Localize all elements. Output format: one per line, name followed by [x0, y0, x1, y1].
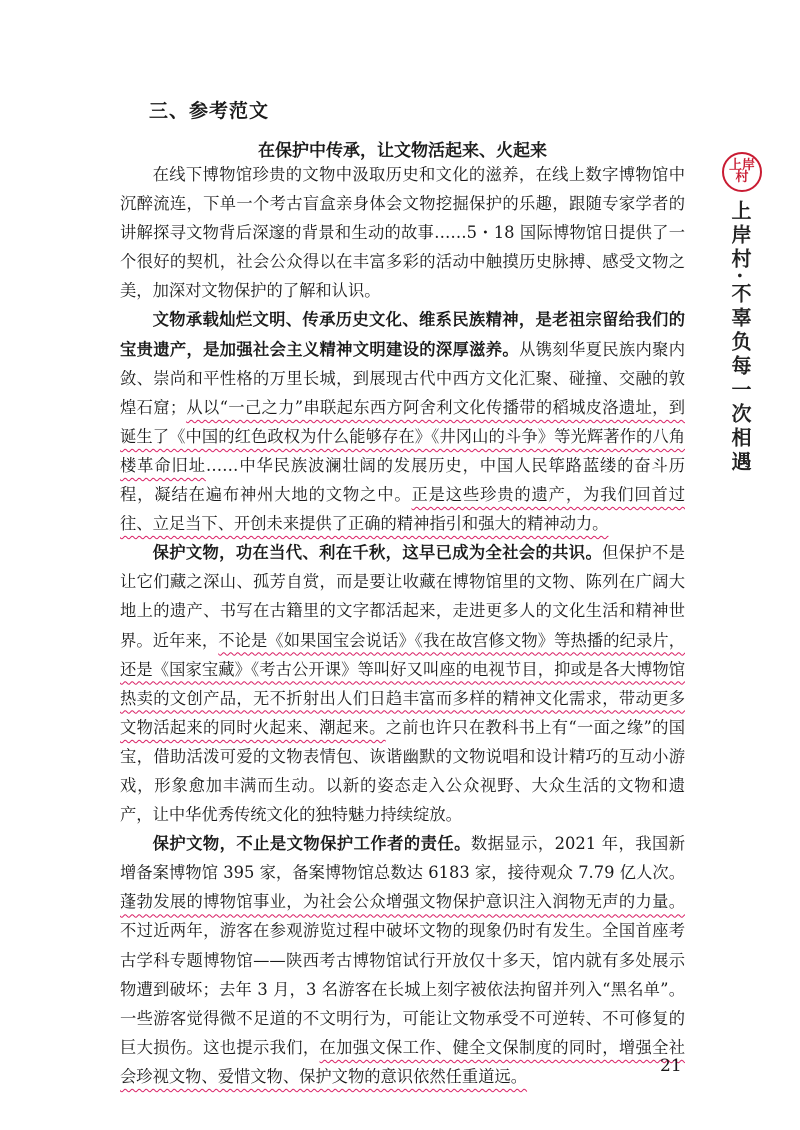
- paragraph-4: [120, 829, 685, 1091]
- brand-logo-text: 上岸村: [728, 158, 755, 185]
- paragraph-2: [120, 305, 685, 538]
- paragraph-4-text-a: 数据显示，2021 年，我国新增备案博物馆 395 家，备案博物馆总数达 6183 家，接待观众 7.79 亿人次。: [120, 834, 685, 883]
- article-title: 在保护中传承，让文物活起来、火起来: [258, 141, 547, 161]
- page-number: 21: [660, 1056, 682, 1076]
- paragraph-3-text-b: 之前也许只在教科书上有“一面之缘”的国宝，借助活泼可爱的文物表情包、诙谐幽默的文物说唱和设计精巧的互动小游戏，形象愈加丰满而生动。以新的姿态走入公众视野、大众生活的文物和遗产，让中华优秀传统文化的独特魅力持续绽放。: [120, 717, 685, 825]
- paragraph-3-topic-sentence: 保护文物，功在当代、利在千秋，这早已成为全社会的共识。: [152, 543, 603, 563]
- section-heading: 三、参考范文: [149, 100, 270, 122]
- brand-slogan: 上岸村·不辜负每一次相遇: [728, 200, 752, 475]
- paragraph-2-underline-a: 从以“一己之力”串联起东西方阿舍利文化传播带的稻城皮洛遗址，到诞生了《中国的红色政权为什么能够存在》《井冈山的斗争》等光辉著作的八角楼革命旧址: [120, 397, 685, 475]
- paragraph-4-underline-b: 在加强文保工作、健全文保制度的同时，增强全社会珍视文物、爱惜文物、保护文物的意识依然任重道远。: [120, 1037, 685, 1086]
- paragraph-2-underline-b: 正是这些珍贵的遗产，为我们回首过往、立足当下、开创未来提供了正确的精神指引和强大的精神动力。: [120, 485, 685, 534]
- paragraph-1-text: 在线下博物馆珍贵的文物中汲取历史和文化的滋养，在线上数字博物馆中沉醉流连，下单一个考古盲盒亲身体会文物挖掘保护的乐趣，跟随专家学者的讲解探寻文物背后深邃的背景和生动的故事……5・18 国际博物馆日提供了一个很好的契机，社会公众得以在丰富多彩的活动中触摸历史脉搏、感受文物之美，加深对文物保护的了解和认识。: [120, 165, 685, 301]
- paragraph-3-text-a: 但保护不是让它们藏之深山、孤芳自赏，而是要让收藏在博物馆里的文物、陈列在广阔大地上的遗产、书写在古籍里的文字都活起来，走进更多人的文化生活和精神世界。近年来，: [120, 543, 685, 650]
- paragraph-3-underline-a: 不论是《如果国宝会说话》《我在故宫修文物》等热播的纪录片，还是《国家宝藏》《考古公开课》等叫好又叫座的电视节目，抑或是各大博物馆热卖的文创产品，无不折射出人们日趋丰富而多样的精神文化需求，带动更多文物活起来的同时火起来、潮起来。: [120, 630, 685, 737]
- paragraph-2-text-b: ……中华民族波澜壮阔的发展历史，中国人民筚路蓝缕的奋斗历程，凝结在遍布神州大地的文物之中。: [120, 455, 685, 505]
- paragraph-3: [120, 538, 685, 829]
- paragraph-1: [120, 160, 685, 305]
- paragraph-4-underline-a: 蓬勃发展的博物馆事业，为社会公众增强文物保护意识注入润物无声的力量。: [120, 892, 685, 912]
- paragraph-4-topic-sentence: 保护文物，不止是文物保护工作者的责任。: [152, 834, 471, 854]
- brand-logo: [722, 152, 762, 192]
- article-body: [120, 160, 685, 1091]
- paragraph-2-text-a: 从镌刻华夏民族内聚内敛、崇尚和平性格的万里长城，到展现古代中西方文化汇聚、碰撞、交融的敦煌石窟；: [120, 339, 685, 417]
- paragraph-2-topic-sentence: 文物承载灿烂文明、传承历史文化、维系民族精神，是老祖宗留给我们的宝贵遗产，是加强社会主义精神文明建设的深厚滋养。: [120, 310, 685, 359]
- paragraph-4-text-b: 不过近两年，游客在参观游览过程中破坏文物的现象仍时有发生。全国首座考古学科专题博物馆——陕西考古博物馆试行开放仅十多天，馆内就有多处展示物遭到破坏；去年 3 月，3 名游客在长城上刻字被依法拘留并列入“黑名单”。一些游客觉得微不足道的不文明行为，可能让文物承受不可逆转、不可修复的巨大损伤。这也提示我们，: [120, 921, 685, 1057]
